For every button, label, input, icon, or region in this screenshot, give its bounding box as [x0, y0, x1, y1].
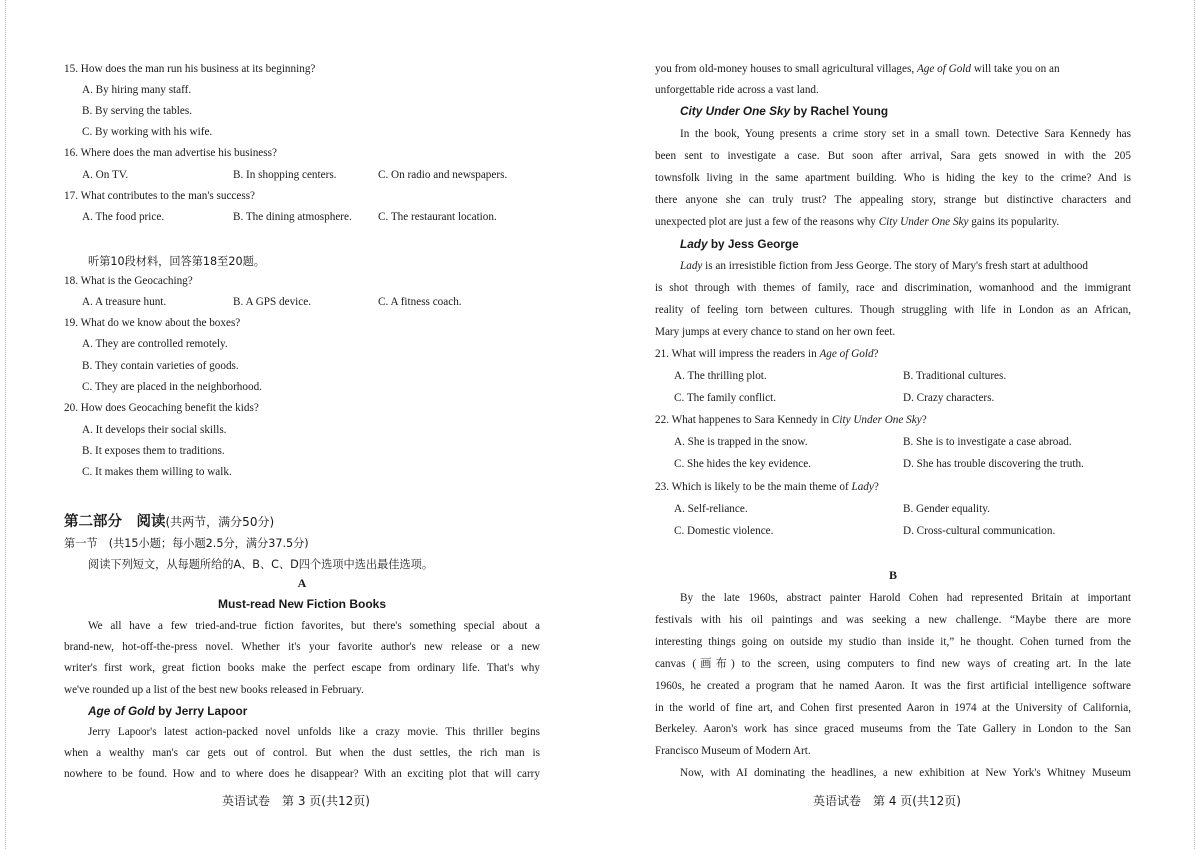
q15-option-c: C. By working with his wife.	[82, 126, 213, 138]
part-two-heading	[64, 510, 274, 531]
q21-option-b: B. Traditional cultures.	[903, 370, 1007, 382]
book-2-line-2: been sent to investigate a case. But soon after arrival, Sara gets snowed in with the 205	[655, 150, 1131, 162]
q19-option-a: A. They are controlled remotely.	[82, 338, 228, 350]
passage-b-line-1: By the late 1960s, abstract painter Harold Cohen had represented Britain at important	[680, 592, 1131, 604]
title-ref: Age of Gold	[819, 348, 874, 360]
part-two-title: 第二部分 阅读	[64, 514, 166, 530]
q21-option-d: D. Crazy characters.	[903, 392, 995, 404]
question-20: 20. How does Geocaching benefit the kids?	[64, 402, 259, 414]
passage-b-line-5: 1960s, he created a program that he named Aaron. It was the first artificial intelligence software	[655, 680, 1131, 692]
book-2-line-3: townsfolk living in the same apartment building. Who is hiding the key to the crime? And is	[655, 172, 1131, 184]
right-page	[600, 0, 1200, 849]
text: ?	[873, 348, 879, 360]
text: you from old-money houses to small agricultural villages,	[655, 63, 917, 75]
book-2-title-ref: City Under One Sky	[878, 216, 969, 228]
passage-b-line-6: in the world of fine art, and Cohen first presented Aaron in 1974 at the University of California,	[655, 702, 1131, 714]
passage-a-line-3: writer's first work, great fiction books make the perfect escape from ordinary life. That's why	[64, 662, 540, 674]
q17-option-c: C. The restaurant location.	[378, 211, 497, 223]
question-19: 19. What do we know about the boxes?	[64, 317, 241, 329]
book-1-line-3: nowhere to be found. How and to where does he disappear? With an exciting plot that will carry	[64, 768, 540, 780]
text: ?	[921, 414, 927, 426]
footer-page-3: 英语试卷 第 3 页(共12页)	[222, 794, 370, 808]
passage-a-line-1: We all have a few tried-and-true fiction favorites, but there's something special about a	[88, 620, 540, 632]
book-3-line-2: is shot through with themes of family, race and discrimination, womanhood and the immigrant	[655, 282, 1131, 294]
book-1-title-ref: Age of Gold	[916, 63, 972, 75]
text: 23. Which is likely to be the main theme of	[655, 481, 852, 493]
instruction-section-10: 听第10段材料，回答第18至20题。	[88, 255, 265, 268]
q20-option-a: A. It develops their social skills.	[82, 424, 227, 436]
book-3-line-1	[680, 259, 1088, 273]
book-3-heading	[680, 237, 799, 251]
q16-option-a: A. On TV.	[82, 169, 129, 181]
text: will take you on an	[971, 63, 1060, 75]
text: gains its popularity.	[968, 216, 1060, 228]
book-2-line-1: In the book, Young presents a crime story set in a small town. Detective Sara Kennedy has	[680, 128, 1131, 140]
book-2-heading	[680, 104, 888, 118]
book-1-line-1: Jerry Lapoor's latest action-packed novel unfolds like a crazy movie. This thriller begins	[88, 726, 540, 738]
book-2-line-4: there anyone she can truly trust? The appealing story, strange but distinctive characters and	[655, 194, 1131, 206]
reading-instruction: 阅读下列短文，从每题所给的A、B、C、D四个选项中选出最佳选项。	[88, 558, 434, 571]
footer-page-4: 英语试卷 第 4 页(共12页)	[813, 794, 961, 808]
q20-option-b: B. It exposes them to traditions.	[82, 445, 225, 457]
book-2-author: by Rachel Young	[790, 104, 889, 118]
q22-option-d: D. She has trouble discovering the truth.	[903, 458, 1084, 470]
passage-b-line-9: Now, with AI dominating the headlines, a new exhibition at New York's Whitney Museum	[680, 767, 1131, 779]
book-1-continued-line-1	[655, 62, 1060, 76]
passage-b-line-4: canvas (画布) to the screen, using computers to find new ways of creating art. In the late	[655, 658, 1131, 670]
section-one-heading: 第一节 (共15小题；每小题2.5分，满分37.5分)	[64, 537, 309, 550]
passage-b-line-7: Berkeley. Aaron's work has since graced museums from the Tate Gallery in London to the San	[655, 723, 1131, 735]
q17-option-b: B. The dining atmosphere.	[233, 211, 352, 223]
q17-option-a: A. The food price.	[82, 211, 165, 223]
question-21	[655, 347, 879, 361]
q19-option-c: C. They are placed in the neighborhood.	[82, 381, 262, 393]
title-ref: City Under One Sky	[831, 414, 922, 426]
question-23	[655, 480, 879, 494]
passage-b-line-3: interesting things going on outside my studio than inside it,” he thought. Cohen turned from the	[655, 636, 1131, 648]
q22-option-c: C. She hides the key evidence.	[674, 458, 812, 470]
q20-option-c: C. It makes them willing to walk.	[82, 466, 232, 478]
question-18: 18. What is the Geocaching?	[64, 275, 193, 287]
passage-a-letter: A	[297, 576, 307, 590]
book-3-title: Lady	[680, 237, 708, 251]
book-2-line-5	[655, 215, 1059, 229]
book-3-title-ref: Lady	[680, 260, 703, 272]
q18-option-b: B. A GPS device.	[233, 296, 312, 308]
q15-option-a: A. By hiring many staff.	[82, 84, 192, 96]
book-1-author: by Jerry Lapoor	[154, 704, 248, 718]
q18-option-c: C. A fitness coach.	[378, 296, 462, 308]
q15-option-b: B. By serving the tables.	[82, 105, 192, 117]
book-1-title: Age of Gold	[88, 704, 155, 718]
text: 22. What happenes to Sara Kennedy in	[655, 414, 832, 426]
passage-b-line-2: festivals with his oil paintings and was seeking a new challenge. “Maybe there are more	[655, 614, 1131, 626]
q23-option-c: C. Domestic violence.	[674, 525, 774, 537]
book-3-author: by Jess George	[707, 237, 799, 251]
book-1-continued-line-2: unforgettable ride across a vast land.	[655, 84, 819, 96]
question-22	[655, 413, 927, 427]
passage-a-line-4: we've rounded up a list of the best new books released in February.	[64, 684, 364, 696]
q21-option-c: C. The family conflict.	[674, 392, 777, 404]
book-2-title: City Under One Sky	[680, 104, 791, 118]
passage-a-title: Must-read New Fiction Books	[217, 597, 387, 611]
title-ref: Lady	[851, 481, 874, 493]
passage-a-line-2: brand-new, hot-off-the-press novel. Whether it's your favorite author's new release or a new	[64, 641, 540, 653]
passage-b-line-8: Francisco Museum of Modern Art.	[655, 745, 811, 757]
text: 21. What will impress the readers in	[655, 348, 820, 360]
question-17: 17. What contributes to the man's success?	[64, 190, 256, 202]
book-1-heading	[88, 704, 247, 718]
text: ?	[873, 481, 879, 493]
part-two-note: (共两节，满分50分)	[165, 515, 275, 529]
book-1-line-2: when a wealthy man's car gets out of control. But when the dust settles, the rich man is	[64, 747, 540, 759]
q18-option-a: A. A treasure hunt.	[82, 296, 167, 308]
q23-option-b: B. Gender equality.	[903, 503, 990, 515]
q19-option-b: B. They contain varieties of goods.	[82, 360, 239, 372]
q22-option-a: A. She is trapped in the snow.	[674, 436, 808, 448]
q22-option-b: B. She is to investigate a case abroad.	[903, 436, 1072, 448]
q23-option-d: D. Cross-cultural communication.	[903, 525, 1056, 537]
book-3-line-3: reality of feeling torn between cultures. Though struggling with life in London as an African,	[655, 304, 1131, 316]
book-3-line-4: Mary jumps at every chance to stand on her own feet.	[655, 326, 896, 338]
text: unexpected plot are just a few of the reasons why	[655, 216, 879, 228]
q21-option-a: A. The thrilling plot.	[674, 370, 767, 382]
q16-option-b: B. In shopping centers.	[233, 169, 337, 181]
q16-option-c: C. On radio and newspapers.	[378, 169, 508, 181]
question-16: 16. Where does the man advertise his business?	[64, 147, 277, 159]
question-15: 15. How does the man run his business at its beginning?	[64, 63, 316, 75]
q23-option-a: A. Self-reliance.	[674, 503, 748, 515]
passage-b-letter: B	[888, 568, 897, 582]
text: is an irresistible fiction from Jess George. The story of Mary's fresh start at adulthood	[702, 260, 1088, 272]
